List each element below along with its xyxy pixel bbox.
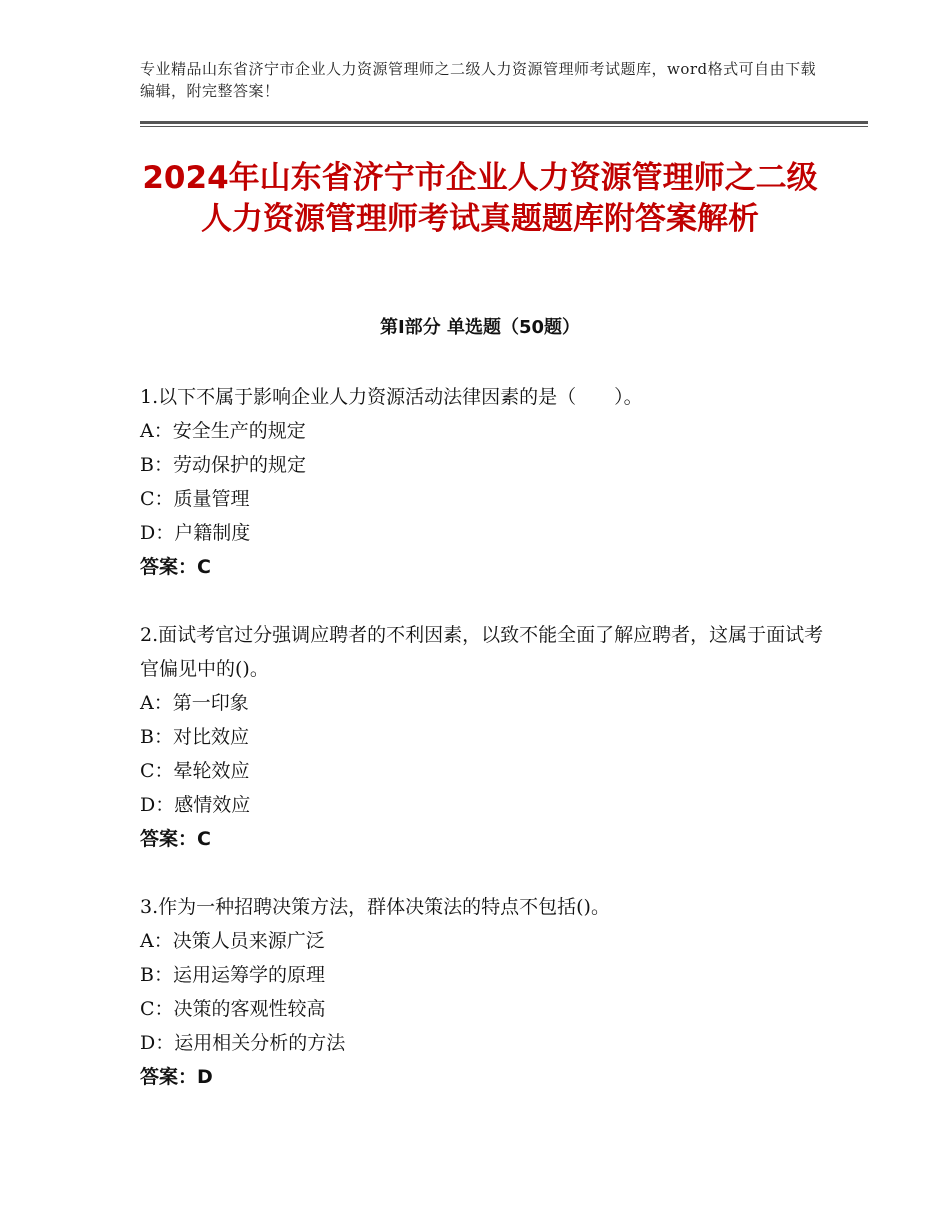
option-d: D：户籍制度	[140, 522, 251, 544]
question-stem: 1.以下不属于影响企业人力资源活动法律因素的是（ ）。	[140, 386, 643, 408]
option-d: D：感情效应	[140, 794, 251, 816]
question-stem: 2.面试考官过分强调应聘者的不利因素，以致不能全面了解应聘者，这属于面试考官偏见中的()。	[140, 624, 824, 680]
document-title: 2024年山东省济宁市企业人力资源管理师之二级人力资源管理师考试真题题库附答案解析	[142, 160, 818, 237]
question-1	[140, 380, 830, 584]
answer: 答案：D	[140, 1066, 213, 1088]
question-3	[140, 890, 830, 1094]
option-c: C：质量管理	[140, 488, 250, 510]
option-d: D：运用相关分析的方法	[140, 1032, 346, 1054]
question-stem: 3.作为一种招聘决策方法，群体决策法的特点不包括()。	[140, 896, 610, 918]
option-a: A：第一印象	[140, 692, 249, 714]
header-rule-thick	[140, 121, 868, 124]
question-2	[140, 618, 830, 856]
option-b: B：对比效应	[140, 726, 249, 748]
option-c: C：晕轮效应	[140, 760, 250, 782]
question-list	[140, 380, 830, 1128]
answer: 答案：C	[140, 556, 211, 578]
header-rule-thin	[140, 126, 868, 127]
option-a: A：安全生产的规定	[140, 420, 306, 442]
answer: 答案：C	[140, 828, 211, 850]
option-c: C：决策的客观性较高	[140, 998, 326, 1020]
section-title: 第Ⅰ部分 单选题（50题）	[379, 317, 580, 338]
option-b: B：劳动保护的规定	[140, 454, 306, 476]
option-b: B：运用运筹学的原理	[140, 964, 325, 986]
option-a: A：决策人员来源广泛	[140, 930, 325, 952]
header-note: 专业精品山东省济宁市企业人力资源管理师之二级人力资源管理师考试题库，word格式可自由下载编辑，附完整答案！	[140, 60, 817, 100]
